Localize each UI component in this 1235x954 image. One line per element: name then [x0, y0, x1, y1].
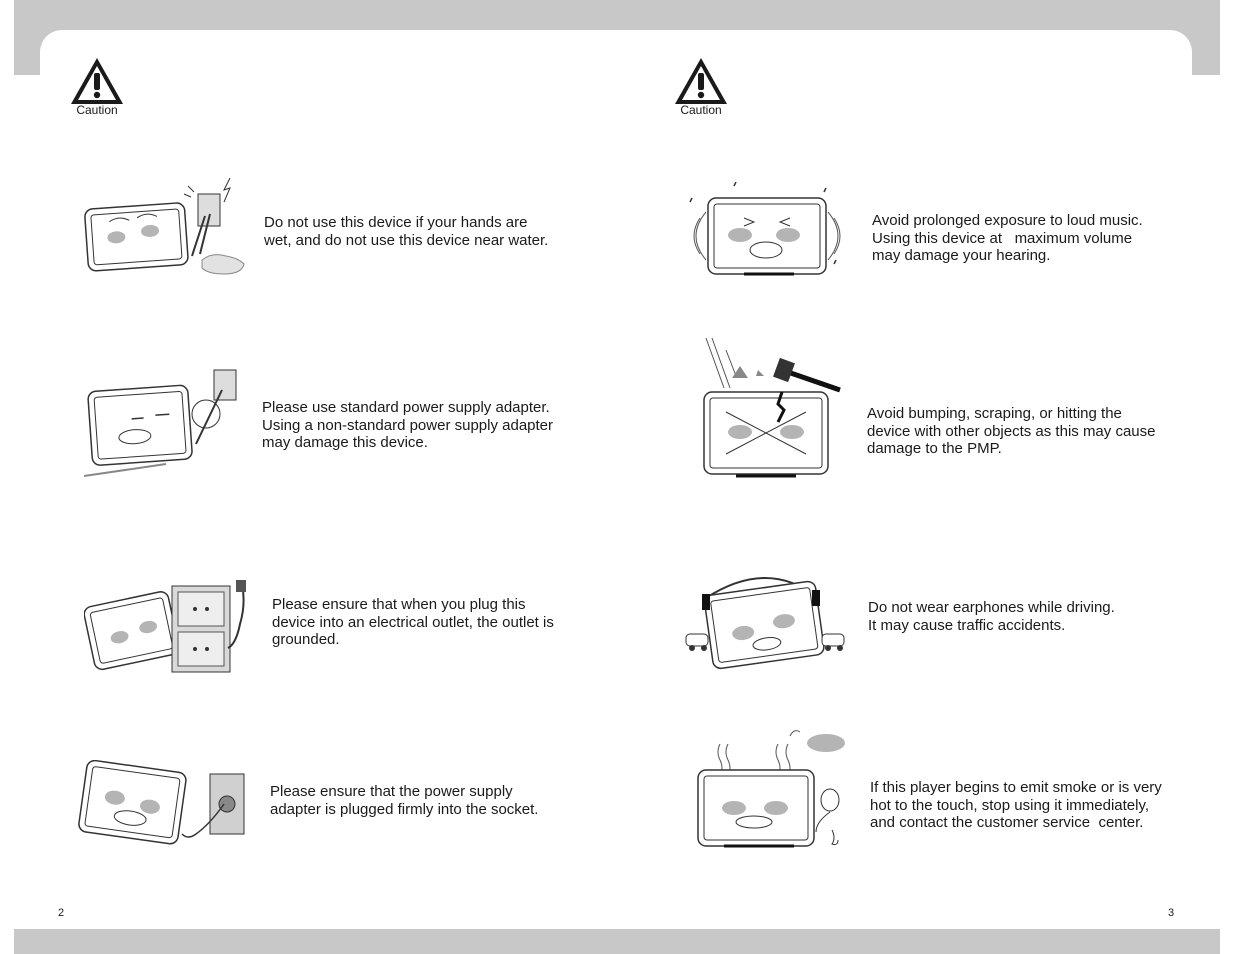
text-line: device with other objects as this may cause	[867, 422, 1156, 440]
hammer-impact-icon	[696, 336, 846, 484]
caution-text-5	[872, 212, 1143, 265]
text-line: Please use standard power supply adapter.	[262, 399, 550, 416]
text-line: It may cause traffic accidents.	[868, 616, 1066, 634]
caution-text-8	[870, 779, 1162, 832]
plug-socket-icon	[76, 760, 248, 852]
caution-text-3	[272, 596, 554, 649]
text-line: hot to the touch, stop using it immediately,	[870, 796, 1150, 814]
text-line: Do not wear earphones while driving.	[868, 599, 1115, 616]
warning-triangle-icon	[673, 56, 729, 106]
caution-text-4	[270, 783, 538, 818]
warning-triangle-icon	[69, 56, 125, 106]
text-line: may damage your hearing.	[872, 247, 1051, 264]
smoke-heat-icon	[694, 726, 854, 852]
loud-music-icon	[684, 182, 854, 282]
caution-text-2	[262, 399, 553, 452]
text-line: Using this device at maximum volume	[872, 229, 1133, 247]
text-line: grounded.	[272, 631, 340, 648]
text-line: Using a non-standard power supply adapter	[262, 416, 554, 434]
caution-text-6	[867, 405, 1155, 458]
page-number-right: 3	[1168, 907, 1175, 919]
page-number-left: 2	[58, 907, 65, 919]
caution-text-7	[868, 599, 1115, 634]
earphones-driving-icon	[684, 568, 848, 672]
text-line: device into an electrical outlet, the outlet is	[272, 613, 554, 631]
text-line: may damage this device.	[262, 434, 428, 451]
text-line: If this player begins to emit smoke or is very	[870, 779, 1162, 796]
wet-hands-water-icon	[80, 176, 250, 281]
text-line: Please ensure that when you plug this	[272, 596, 526, 613]
caution-badge-left	[67, 56, 127, 117]
bottom-band	[14, 929, 1220, 954]
text-line: Avoid bumping, scraping, or hitting the	[867, 405, 1122, 422]
text-line: and contact the customer service center.	[870, 814, 1144, 831]
caution-label: Caution	[680, 103, 722, 117]
caution-label: Caution	[76, 103, 118, 117]
text-line: damage to the PMP.	[867, 440, 1002, 457]
caution-badge-right	[671, 56, 731, 117]
text-line: Avoid prolonged exposure to loud music.	[872, 212, 1143, 229]
caution-text-1	[264, 214, 548, 249]
text-line: Do not use this device if your hands are	[264, 214, 528, 231]
power-adapter-icon	[84, 364, 244, 480]
text-line: adapter is plugged firmly into the socket.	[270, 800, 539, 818]
text-line: wet, and do not use this device near water.	[264, 231, 549, 249]
grounded-outlet-icon	[84, 578, 260, 674]
page-sheet	[40, 30, 1192, 90]
text-line: Please ensure that the power supply	[270, 783, 513, 800]
